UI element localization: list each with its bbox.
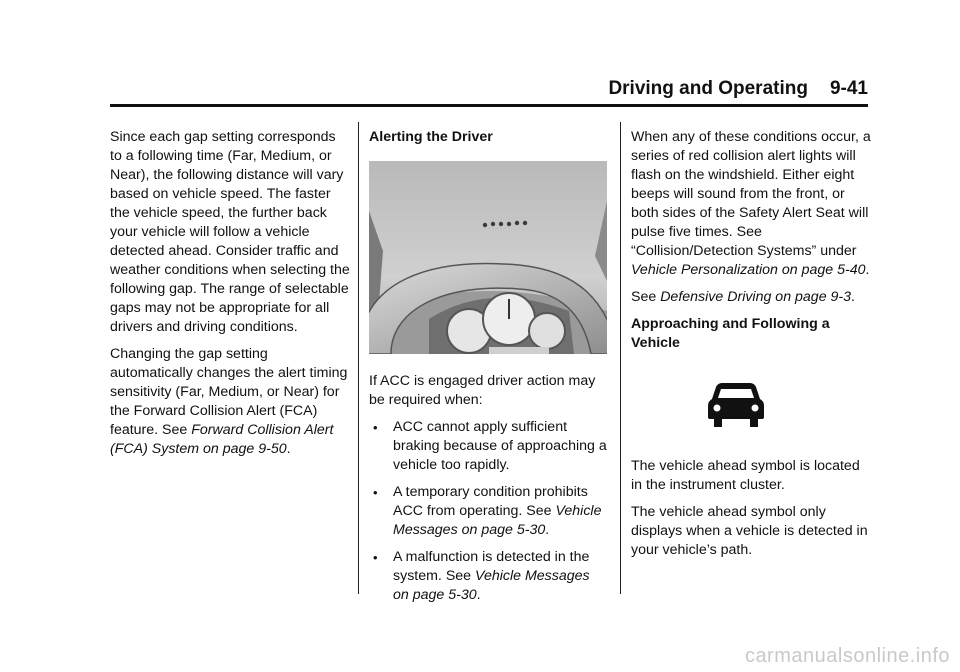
header-rule [110,104,868,107]
collision-alert-paragraph [631,128,871,280]
column-2 [369,128,609,613]
section-title: Driving and Operating [608,78,808,99]
vehicle-personalization-reference-link[interactable]: Vehicle Personalization on page 5-40 [631,262,866,278]
period: . [851,289,855,305]
alerting-driver-heading: Alerting the Driver [369,129,493,145]
fca-reference-link[interactable]: Forward Collision Alert (FCA) System on page 9-50 [110,422,334,457]
bullet-icon: • [373,420,378,435]
vehicle-messages-reference-link[interactable]: Vehicle Messages on page 5-30 [393,568,590,603]
column-divider-2 [620,122,621,594]
period: . [286,441,291,457]
bullet-icon: • [373,550,378,565]
acc-intro-paragraph: If ACC is engaged driver action may be required when: [369,373,596,408]
vehicle-ahead-symbol [631,379,871,435]
symbol-location-paragraph: The vehicle ahead symbol is located in the instrument cluster. [631,458,860,493]
list-item-text: ACC cannot apply sufficient braking because of approaching a vehicle too rapidly. [393,419,607,473]
vehicle-messages-reference-link[interactable]: Vehicle Messages on page 5-30 [393,503,602,538]
symbol-display-paragraph: The vehicle ahead symbol only displays when a vehicle is detected in your vehicle’s path. [631,504,868,558]
windshield-alert-photo [369,161,607,354]
list-item [369,418,609,475]
approaching-vehicle-heading: Approaching and Following a Vehicle [631,316,830,351]
watermark: carmanualsonline.info [744,645,950,667]
collision-alert-text: When any of these conditions occur, a series of red collision alert lights will flash on the windshield. Either eight beeps will sound from the front, or both sides of the Safety Alert Seat will pulse five times. See “Collision/Detection Systems” under [631,129,871,259]
list-item [369,548,609,605]
defensive-driving-paragraph [631,288,871,307]
column-3 [631,128,871,568]
alert-timing-paragraph [110,345,350,459]
alert-timing-text: Changing the gap setting automatically changes the alert timing sensitivity (Far, Medium, or Near) for the Forward Collision Alert (FCA) feature. See [110,346,348,438]
gap-setting-paragraph: Since each gap setting corresponds to a following time (Far, Medium, or Near), the following distance will vary based on vehicle speed. The faster the vehicle speed, the further back your vehicle will follow a vehicle detected ahead. Consider traffic and weather conditions when selecting the following gap. The range of selectable gaps may not be appropriate for all drivers and driving conditions. [110,129,350,335]
defensive-driving-reference-link[interactable]: Defensive Driving on page 9-3 [660,289,852,305]
period: . [545,522,550,538]
vehicle-ahead-icon [708,379,764,429]
column-1 [110,128,350,467]
period: . [865,262,870,278]
see-text: See [631,289,661,305]
list-item-text: A temporary condition prohibits ACC from operating. See [393,484,588,519]
period: . [476,587,481,603]
column-divider-1 [358,122,359,594]
list-item [369,483,609,540]
page-number: 9-41 [829,78,868,99]
page-header [110,76,868,104]
acc-condition-list [369,418,609,605]
list-item-text: A malfunction is detected in the system. See [393,549,590,584]
header-title [608,78,868,100]
bullet-icon: • [373,485,378,500]
